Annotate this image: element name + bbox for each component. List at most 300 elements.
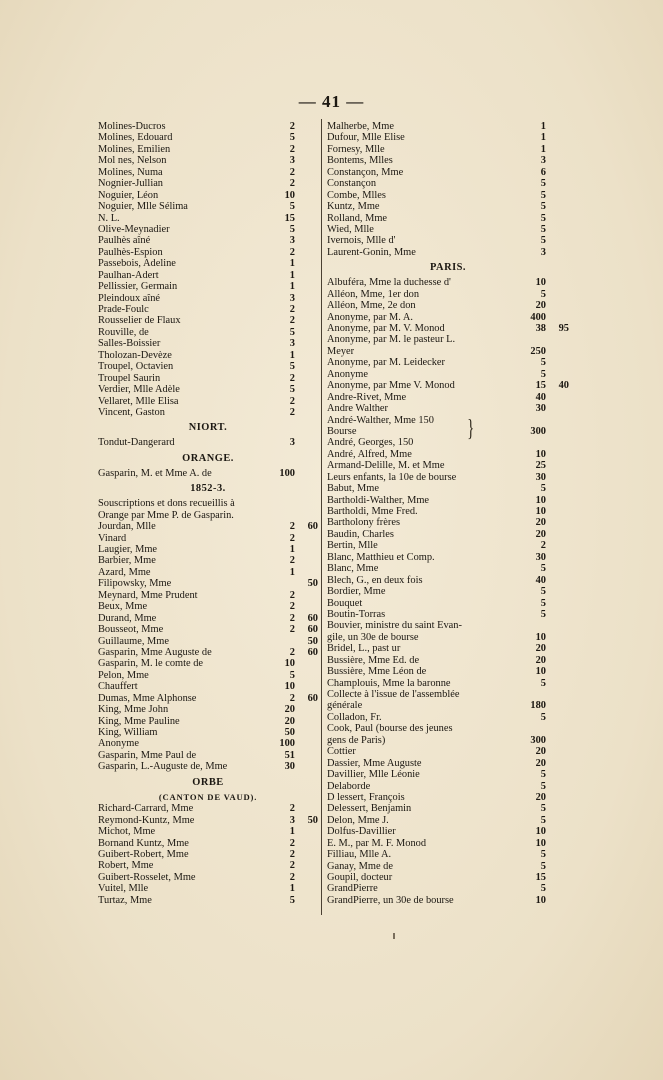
donor-name: Azard, Mme xyxy=(98,566,151,578)
donor-name: Paulhès-Espion xyxy=(98,246,163,258)
donor-name: Anonyme, par M. le pasteur L. xyxy=(327,334,456,346)
donor-name: générale xyxy=(327,700,363,712)
list-item xyxy=(327,872,569,883)
donation-amount: 2 xyxy=(289,166,295,178)
list-item xyxy=(327,334,569,345)
donor-name: Turtaz, Mme xyxy=(98,894,152,906)
list-item xyxy=(327,700,569,711)
donation-amount: 6 xyxy=(540,166,546,178)
list-item xyxy=(327,792,569,803)
donation-amount: 1 xyxy=(289,269,295,281)
donation-amount: 5 xyxy=(540,803,546,815)
donation-amount: 2 xyxy=(289,304,295,315)
donation-cents: 50 xyxy=(307,578,318,590)
list-item xyxy=(98,693,318,704)
donation-amount: 1 xyxy=(289,258,295,270)
donation-cents: 60 xyxy=(307,646,318,658)
list-item xyxy=(98,681,318,692)
donation-amount: 5 xyxy=(540,235,546,247)
list-item xyxy=(98,544,318,555)
donor-name: Beux, Mme xyxy=(98,601,148,613)
donor-name: Molines-Ducros xyxy=(98,121,166,132)
donation-amount: 5 xyxy=(540,608,546,620)
list-item xyxy=(98,761,318,772)
donation-amount: 3 xyxy=(289,292,295,304)
list-item xyxy=(327,472,569,483)
donor-name: Filliau, Mlle A. xyxy=(327,849,392,861)
donor-name: gens de Paris) xyxy=(327,734,386,746)
donor-name: André-Walther, Mme 150 xyxy=(327,414,434,426)
list-item xyxy=(327,586,569,597)
list-item xyxy=(98,396,318,407)
list-item xyxy=(98,727,318,738)
donor-name: Vinard xyxy=(98,532,127,544)
list-item xyxy=(98,213,318,224)
donation-amount: 5 xyxy=(289,669,295,681)
list-item xyxy=(327,312,569,323)
donation-amount: 1 xyxy=(540,132,546,144)
donation-amount: 5 xyxy=(289,223,295,235)
donor-name: GrandPierre, un 30e de bourse xyxy=(327,894,454,906)
donation-amount: 3 xyxy=(289,814,295,826)
donor-name: Bousseot, Mme xyxy=(98,624,164,636)
donor-name: Anonyme xyxy=(327,368,368,380)
donation-amount: 5 xyxy=(540,883,546,895)
donor-name: Chauffert xyxy=(98,681,138,693)
donor-name: Combe, Mlles xyxy=(327,189,386,201)
list-item xyxy=(327,495,569,506)
donor-name: Rolland, Mme xyxy=(327,212,388,224)
list-item xyxy=(327,883,569,894)
donation-amount: 250 xyxy=(530,345,546,357)
list-item xyxy=(98,468,318,479)
list-item xyxy=(98,121,318,132)
donation-amount: 5 xyxy=(540,563,546,575)
list-item xyxy=(98,350,318,361)
list-item xyxy=(327,323,569,334)
donation-amount: 5 xyxy=(289,326,295,338)
donor-name: Vellaret, Mlle Elisa xyxy=(98,395,179,407)
donor-name: Armand-Delille, M. et Mme xyxy=(327,460,445,472)
section-heading: 1852-3. xyxy=(190,483,226,495)
donor-name: Bussière, Mme Léon de xyxy=(327,666,427,678)
donation-amount: 2 xyxy=(289,646,295,658)
donation-amount: 20 xyxy=(535,517,546,529)
list-item xyxy=(327,643,569,654)
list-item xyxy=(98,658,318,669)
list-item xyxy=(98,167,318,178)
list-item xyxy=(98,750,318,761)
donor-name: Anonyme, par M. Leidecker xyxy=(327,357,446,369)
donation-amount: 15 xyxy=(535,380,546,392)
donor-name: Andre Walther xyxy=(327,403,389,415)
list-item xyxy=(98,533,318,544)
donation-amount: 50 xyxy=(284,727,295,738)
list-item xyxy=(98,132,318,143)
list-item xyxy=(327,838,569,849)
list-item xyxy=(98,555,318,566)
donation-amount: 5 xyxy=(540,212,546,224)
list-item xyxy=(327,575,569,586)
donation-amount: 30 xyxy=(535,403,546,415)
list-item xyxy=(327,449,569,460)
list-item xyxy=(327,655,569,666)
donation-amount: 1 xyxy=(289,349,295,361)
donor-name: Collecte à l'issue de l'assemblée xyxy=(327,689,460,700)
donor-name: N. L. xyxy=(98,212,120,224)
donor-name: Constançon xyxy=(327,178,377,190)
donor-name: Bartholony frères xyxy=(327,517,400,529)
list-item xyxy=(98,373,318,384)
donor-name: Richard-Carrard, Mme xyxy=(98,803,194,815)
donation-amount: 2 xyxy=(289,848,295,860)
donation-amount: 3 xyxy=(289,437,295,449)
list-item xyxy=(327,506,569,517)
donation-amount: 20 xyxy=(535,654,546,666)
list-item xyxy=(327,723,569,734)
donation-amount: 2 xyxy=(289,395,295,407)
donor-name: Leurs enfants, la 10e de bourse xyxy=(327,471,457,483)
donation-amount: 5 xyxy=(540,178,546,190)
list-item xyxy=(98,849,318,860)
list-item xyxy=(327,483,569,494)
donation-amount: 2 xyxy=(289,521,295,533)
donor-name: gile, un 30e de bourse xyxy=(327,631,419,643)
donor-name: Noguier, Léon xyxy=(98,189,159,201)
donor-name: Davillier, Mlle Léonie xyxy=(327,769,420,781)
donation-amount: 30 xyxy=(535,551,546,563)
donor-name: Laugier, Mme xyxy=(98,544,158,555)
donation-amount: 2 xyxy=(289,803,295,815)
donation-amount: 5 xyxy=(289,894,295,906)
donor-name: Pellissier, Germain xyxy=(98,281,178,293)
donor-name: Boutin-Torras xyxy=(327,608,386,620)
donor-name: André, Georges, 150 xyxy=(327,437,414,449)
list-item xyxy=(98,738,318,749)
donation-amount: 2 xyxy=(289,178,295,190)
donation-amount: 5 xyxy=(540,711,546,723)
print-mark xyxy=(393,933,395,939)
list-item xyxy=(327,517,569,528)
list-item xyxy=(98,235,318,246)
list-item xyxy=(327,300,569,311)
list-item xyxy=(98,636,318,647)
donation-amount: 2 xyxy=(289,143,295,155)
list-item xyxy=(98,838,318,849)
donor-name: Rouville, de xyxy=(98,326,149,338)
donor-name: Bornand Kuntz, Mme xyxy=(98,837,189,849)
list-item xyxy=(327,415,569,426)
donation-amount: 10 xyxy=(535,494,546,506)
list-item xyxy=(327,826,569,837)
list-item xyxy=(327,540,569,551)
donation-amount: 5 xyxy=(540,201,546,213)
list-item xyxy=(327,563,569,574)
donation-amount: 10 xyxy=(535,666,546,678)
donation-amount: 20 xyxy=(284,715,295,727)
list-item xyxy=(327,178,569,189)
donor-name: Michot, Mme xyxy=(98,826,156,838)
donation-amount: 1 xyxy=(289,544,295,555)
donation-amount: 10 xyxy=(284,189,295,201)
right-column xyxy=(327,121,569,906)
list-item xyxy=(98,384,318,395)
donation-amount: 5 xyxy=(540,586,546,598)
donor-name: Molines, Numa xyxy=(98,166,163,178)
donation-cents: 60 xyxy=(307,692,318,704)
donation-amount: 2 xyxy=(289,624,295,636)
list-item xyxy=(98,190,318,201)
list-item xyxy=(327,277,569,288)
donation-amount: 5 xyxy=(289,384,295,396)
donation-amount: 5 xyxy=(540,849,546,861)
list-item xyxy=(98,826,318,837)
donor-name: Laurent-Gonin, Mme xyxy=(327,246,416,258)
donor-name: Passebois, Adeline xyxy=(98,258,176,270)
note-text: Souscriptions et dons recueillis à xyxy=(98,498,235,510)
donor-name: Tholozan-Devèze xyxy=(98,349,172,361)
donor-name: Gasparin, L.-Auguste de, Mme xyxy=(98,761,228,773)
list-item xyxy=(98,247,318,258)
donor-name: Anonyme, par M. A. xyxy=(327,311,414,323)
list-item xyxy=(327,426,569,437)
donation-amount: 10 xyxy=(284,681,295,693)
donation-amount: 20 xyxy=(535,300,546,312)
list-item xyxy=(327,758,569,769)
donation-amount: 20 xyxy=(535,643,546,655)
page-number: — 41 — xyxy=(298,92,365,111)
donation-amount: 38 xyxy=(535,323,546,334)
list-item xyxy=(98,521,318,532)
donor-name: Paulhès aîné xyxy=(98,235,151,247)
list-item xyxy=(98,716,318,727)
donation-amount: 2 xyxy=(289,121,295,132)
list-item xyxy=(98,144,318,155)
list-item xyxy=(98,361,318,372)
donor-name: Baudin, Charles xyxy=(327,528,394,540)
donor-name: Alléon, Mme, 2e don xyxy=(327,300,416,312)
list-item xyxy=(327,403,569,414)
donor-name: Prade-Foulc xyxy=(98,304,149,315)
donation-amount: 10 xyxy=(535,506,546,517)
donation-amount: 25 xyxy=(535,460,546,472)
donation-amount: 2 xyxy=(289,555,295,567)
list-item xyxy=(98,883,318,894)
list-item xyxy=(327,132,569,143)
donor-name: Gasparin, Mme Auguste de xyxy=(98,646,212,658)
donor-name: Bouquet xyxy=(327,597,363,609)
section-heading: ORANGE. xyxy=(182,452,234,464)
donor-name: Pelon, Mme xyxy=(98,669,149,681)
donor-name: Salles-Boissier xyxy=(98,338,161,350)
donation-amount: 1 xyxy=(289,883,295,895)
list-item xyxy=(98,315,318,326)
brace-glyph: } xyxy=(467,416,475,442)
donation-amount: 2 xyxy=(289,601,295,613)
list-item xyxy=(327,437,569,448)
donor-name: Anonyme, par Mme V. Monod xyxy=(327,380,455,392)
donor-name: Guibert-Rosselet, Mme xyxy=(98,871,196,883)
donor-name: Malherbe, Mme xyxy=(327,121,394,132)
list-item xyxy=(98,293,318,304)
donation-amount: 40 xyxy=(535,391,546,403)
donation-amount: 15 xyxy=(284,212,295,224)
donor-name: Dumas, Mme Alphonse xyxy=(98,692,197,704)
section-note xyxy=(98,498,318,509)
list-item xyxy=(327,121,569,132)
donation-amount: 51 xyxy=(284,749,295,761)
list-item xyxy=(327,380,569,391)
donation-amount: 2 xyxy=(289,692,295,704)
list-item xyxy=(327,849,569,860)
section-heading: NIORT. xyxy=(188,422,228,434)
donor-name: Troupel Saurin xyxy=(98,372,161,384)
donation-amount: 20 xyxy=(535,757,546,769)
donor-name: Mol nes, Nelson xyxy=(98,155,167,167)
list-item xyxy=(98,815,318,826)
donor-name: Delon, Mme J. xyxy=(327,814,389,826)
list-item xyxy=(327,346,569,357)
donor-name: Blanc, Matthieu et Comp. xyxy=(327,551,435,563)
donation-amount: 3 xyxy=(289,235,295,247)
donation-cents: 95 xyxy=(558,323,569,334)
donor-name: King, Mme John xyxy=(98,704,169,716)
list-item xyxy=(98,578,318,589)
donor-name: Robert, Mme xyxy=(98,860,154,872)
donation-amount: 3 xyxy=(289,155,295,167)
donor-name: Anonyme, par M. V. Monod xyxy=(327,323,445,334)
list-item xyxy=(327,167,569,178)
donor-name: Fornesy, Mlle xyxy=(327,143,385,155)
donor-name: Colladon, Fr. xyxy=(327,711,382,723)
list-item xyxy=(98,860,318,871)
donation-amount: 5 xyxy=(540,223,546,235)
donor-name: Filipowsky, Mme xyxy=(98,578,172,590)
donation-amount: 5 xyxy=(540,860,546,872)
donation-amount: 5 xyxy=(289,361,295,373)
list-item xyxy=(98,872,318,883)
donor-name: André, Alfred, Mme xyxy=(327,448,412,460)
donation-amount: 1 xyxy=(540,121,546,132)
donor-name: Dolfus-Davillier xyxy=(327,826,396,838)
donor-name: Nognier-Jullian xyxy=(98,178,164,190)
list-item xyxy=(98,258,318,269)
donor-name: Bontems, Mlles xyxy=(327,155,393,167)
donation-amount: 5 xyxy=(540,597,546,609)
list-item xyxy=(327,895,569,906)
donor-name: Noguier, Mlle Sélima xyxy=(98,201,188,213)
donor-name: Blech, G., en deux fois xyxy=(327,574,423,586)
donation-amount: 2 xyxy=(289,837,295,849)
list-item xyxy=(327,529,569,540)
donor-name: Dassier, Mme Auguste xyxy=(327,757,422,769)
donor-name: King, William xyxy=(98,727,158,738)
list-item xyxy=(327,598,569,609)
donation-cents: 50 xyxy=(307,814,318,826)
list-item xyxy=(327,678,569,689)
donor-name: Bridel, L., past ur xyxy=(327,643,401,655)
donation-amount: 5 xyxy=(540,483,546,495)
donation-amount: 5 xyxy=(289,132,295,144)
list-item xyxy=(327,369,569,380)
donation-amount: 1 xyxy=(289,281,295,293)
donor-name: GrandPierre xyxy=(327,883,378,895)
donation-amount: 20 xyxy=(535,746,546,758)
donor-name: Molines, Emilien xyxy=(98,143,171,155)
donation-amount: 10 xyxy=(535,277,546,289)
donation-amount: 2 xyxy=(289,532,295,544)
list-item xyxy=(327,144,569,155)
list-item xyxy=(98,281,318,292)
donor-name: Babut, Mme xyxy=(327,483,379,495)
list-item xyxy=(98,304,318,315)
donor-name: Barbier, Mme xyxy=(98,555,156,567)
donor-name: Gasparin, M. et Mme A. de xyxy=(98,467,212,479)
donor-name: Anonyme xyxy=(98,738,139,750)
list-item xyxy=(98,647,318,658)
donation-amount: 10 xyxy=(535,631,546,643)
list-item xyxy=(327,632,569,643)
donor-name: Meynard, Mme Prudent xyxy=(98,589,198,601)
donation-amount: 2 xyxy=(289,406,295,418)
donation-amount: 100 xyxy=(279,467,295,479)
list-item xyxy=(98,670,318,681)
donation-amount: 10 xyxy=(535,826,546,838)
donation-amount: 2 xyxy=(289,246,295,258)
donation-amount: 3 xyxy=(540,246,546,258)
list-item xyxy=(98,155,318,166)
list-item xyxy=(327,357,569,368)
donor-name: Molines, Edouard xyxy=(98,132,173,144)
donor-name: D lessert, François xyxy=(327,791,405,803)
donation-cents: 60 xyxy=(307,612,318,624)
donor-name: Dufour, Mlle Elise xyxy=(327,132,405,144)
donor-name: Cottier xyxy=(327,746,356,758)
list-item xyxy=(327,815,569,826)
donor-name: Reymond-Kuntz, Mme xyxy=(98,814,195,826)
donation-amount: 5 xyxy=(540,769,546,781)
donation-amount: 2 xyxy=(289,315,295,327)
note-text: Orange par Mme P. de Gasparin. xyxy=(98,509,234,521)
donor-name: Cook, Paul (bourse des jeunes xyxy=(327,723,453,735)
donor-name: Bordier, Mme xyxy=(327,586,386,598)
donor-name: Bartholdi, Mme Fred. xyxy=(327,506,418,517)
donor-name: Champlouis, Mme la baronne xyxy=(327,677,451,689)
list-item xyxy=(327,460,569,471)
list-item xyxy=(327,552,569,563)
donation-amount: 15 xyxy=(535,872,546,883)
list-item xyxy=(327,190,569,201)
donation-cents: 40 xyxy=(558,380,569,392)
donor-name: Vuitel, Mlle xyxy=(98,883,149,895)
donation-amount: 300 xyxy=(530,425,546,437)
list-item xyxy=(98,624,318,635)
list-item xyxy=(327,861,569,872)
donation-amount: 20 xyxy=(535,528,546,540)
donation-amount: 1 xyxy=(289,826,295,838)
list-item xyxy=(327,155,569,166)
donation-amount: 3 xyxy=(540,155,546,167)
donation-amount: 10 xyxy=(535,837,546,849)
section-heading: ORBE xyxy=(192,776,224,788)
donor-name: E. M., par M. F. Monod xyxy=(327,837,427,849)
donor-name: Blanc, Mme xyxy=(327,563,379,575)
donor-name: Guibert-Robert, Mme xyxy=(98,848,189,860)
donation-amount: 5 xyxy=(540,780,546,792)
column-divider xyxy=(321,119,322,915)
donation-amount: 20 xyxy=(535,791,546,803)
donor-name: Pleindoux aîné xyxy=(98,292,161,304)
